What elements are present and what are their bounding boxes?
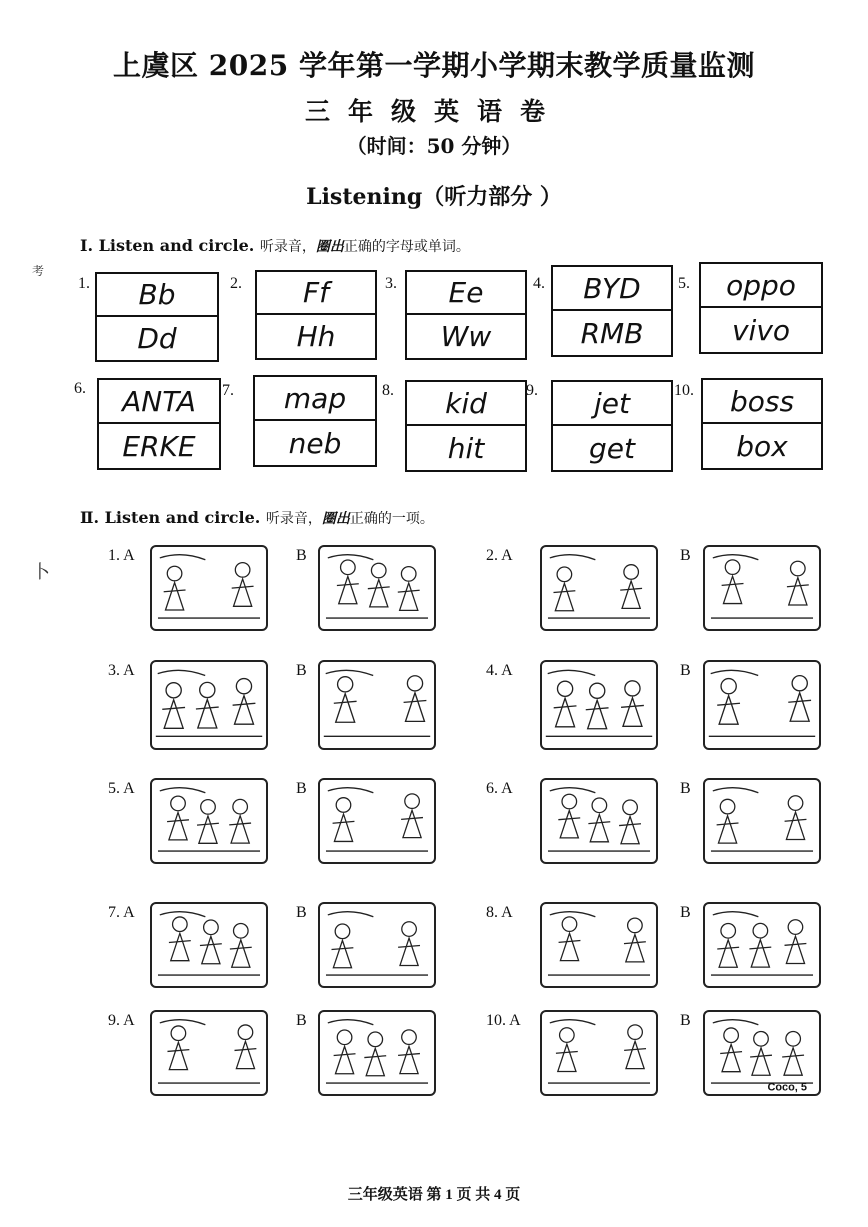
exam-title: 上虞区 2025 学年第一学期小学期末教学质量监测 — [113, 49, 755, 82]
option-top[interactable]: BYD — [553, 267, 671, 311]
boy-with-cat-icon[interactable] — [318, 778, 436, 864]
family-in-shop-icon[interactable] — [703, 660, 821, 750]
question-label: 9. A — [108, 1012, 135, 1029]
family-group-icon[interactable] — [150, 660, 268, 750]
option-bottom[interactable]: hit — [447, 431, 485, 465]
option-b-label: B — [680, 547, 691, 564]
question-label: 1. A — [108, 547, 135, 564]
option-top[interactable]: Bb — [97, 274, 217, 317]
option-b-label: B — [680, 904, 691, 921]
option-top[interactable]: kid — [407, 382, 525, 426]
option-top[interactable]: Ff — [257, 272, 375, 315]
girl-in-armchair-icon[interactable] — [703, 1010, 821, 1096]
boy-with-bowl-icon[interactable] — [150, 778, 268, 864]
margin-mark: 考 — [32, 264, 45, 278]
option-top[interactable]: jet — [553, 382, 671, 426]
exam-time: （时间：50 分钟） — [346, 134, 522, 158]
option-b-label: B — [296, 904, 307, 921]
option-b-label: B — [296, 1012, 307, 1029]
item-number: 9. — [526, 382, 538, 399]
item-number: 8. — [382, 382, 394, 399]
children-at-fountain-icon[interactable] — [150, 902, 268, 988]
part1-title: Ⅰ. Listen and circle. — [80, 236, 255, 255]
option-b-label: B — [680, 1012, 691, 1029]
family-group-icon[interactable] — [318, 660, 436, 750]
option-bottom[interactable]: RMB — [580, 316, 644, 350]
boy-falling-icon[interactable] — [703, 545, 821, 631]
option-bottom[interactable]: Hh — [296, 320, 336, 353]
option-top[interactable]: boss — [703, 380, 821, 424]
answer-box — [97, 378, 221, 470]
girl-with-fruit-icon[interactable] — [540, 902, 658, 988]
part2-heading — [80, 508, 434, 528]
answer-box — [405, 270, 527, 360]
lake-tree-icon[interactable] — [540, 778, 658, 864]
part2-title: Ⅱ. Listen and circle. — [80, 508, 261, 527]
item-number: 4. — [533, 275, 545, 292]
item-number: 2. — [230, 275, 242, 292]
option-b-label: B — [296, 662, 307, 679]
question-label: 4. A — [486, 662, 513, 679]
part1-heading — [80, 236, 470, 256]
option-bottom[interactable]: box — [736, 429, 788, 463]
big-cake-icon[interactable] — [318, 902, 436, 988]
answer-box — [551, 380, 673, 472]
exam-subtitle: 三年级英语卷 — [304, 97, 563, 126]
girls-shaking-hands-icon[interactable] — [318, 545, 436, 631]
question-label: 8. A — [486, 904, 513, 921]
option-bottom[interactable]: Ww — [440, 320, 492, 353]
answer-box — [255, 270, 377, 360]
answer-box — [405, 380, 527, 472]
option-top[interactable]: Ee — [407, 272, 525, 315]
family-outdoors-icon[interactable] — [540, 660, 658, 750]
item-number: 5. — [678, 275, 690, 292]
option-bottom[interactable]: Dd — [137, 322, 177, 355]
question-label: 5. A — [108, 780, 135, 797]
option-b-label: B — [296, 780, 307, 797]
boys-at-desk-icon[interactable] — [540, 545, 658, 631]
girl-on-farm-icon[interactable] — [703, 902, 821, 988]
part1-instruction: 听录音，圈出正确的字母或单词。 — [259, 239, 470, 255]
item-number: 7. — [222, 382, 234, 399]
two-girls-waving-icon[interactable] — [150, 545, 268, 631]
option-b-label: B — [680, 662, 691, 679]
item-number: 1. — [78, 275, 90, 292]
option-b-label: B — [296, 547, 307, 564]
option-bottom[interactable]: ERKE — [122, 429, 196, 463]
option-bottom[interactable]: neb — [288, 426, 342, 460]
margin-mark: 卜 — [32, 562, 50, 583]
item-number: 10. — [674, 382, 694, 399]
option-b-label: B — [680, 780, 691, 797]
answer-box — [551, 265, 673, 357]
answer-box — [699, 262, 823, 354]
question-label: 7. A — [108, 904, 135, 921]
svg-text:Coco, 5: Coco, 5 — [767, 1081, 807, 1094]
answer-box — [701, 378, 823, 470]
option-bottom[interactable]: get — [589, 431, 635, 465]
option-bottom[interactable]: vivo — [731, 313, 791, 347]
birthday-party-icon[interactable] — [540, 1010, 658, 1096]
flowers-butterflies-icon[interactable] — [150, 1010, 268, 1096]
option-top[interactable]: oppo — [701, 264, 821, 308]
answer-box — [95, 272, 219, 362]
question-label: 3. A — [108, 662, 135, 679]
question-label: 6. A — [486, 780, 513, 797]
answer-box — [253, 375, 377, 467]
item-number: 6. — [74, 380, 86, 397]
option-top[interactable]: map — [255, 377, 375, 421]
lake-tree-cow-icon[interactable] — [703, 778, 821, 864]
part2-instruction: 听录音，圈出正确的一项。 — [265, 511, 434, 527]
section-title: Listening（听力部分 ） — [306, 184, 562, 210]
item-number: 3. — [385, 275, 397, 292]
option-top[interactable]: ANTA — [99, 380, 219, 424]
question-label: 10. A — [486, 1012, 521, 1029]
question-label: 2. A — [486, 547, 513, 564]
trees-landscape-icon[interactable] — [318, 1010, 436, 1096]
page-footer: 三年级英语 第 1 页 共 4 页 — [347, 1187, 521, 1203]
